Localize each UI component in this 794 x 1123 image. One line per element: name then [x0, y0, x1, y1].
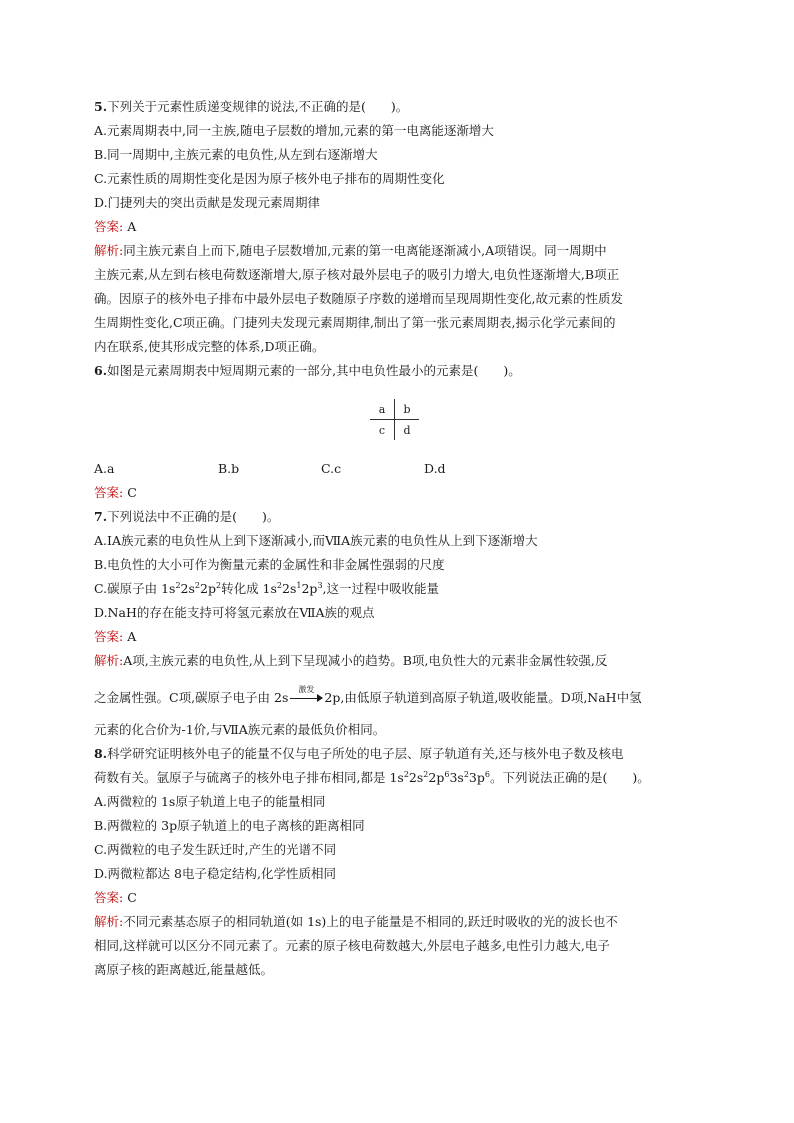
q6-option-a: A.a — [94, 461, 115, 476]
q7-option-a: A.ⅠA族元素的电负性从上到下逐渐减小,而ⅦA族元素的电负性从上到下逐渐增大 — [94, 533, 538, 548]
q7-option-d: D.NaH的存在能支持可将氢元素放在ⅦA族的观点 — [94, 605, 375, 620]
q7-stem — [94, 507, 279, 527]
q8-option-d: D.两微粒都达 8电子稳定结构,化学性质相同 — [94, 866, 336, 881]
q7-answer-label: 答案: — [94, 629, 124, 644]
q7-explanation-label: 解析: — [94, 653, 124, 668]
q5-answer-value: A — [127, 219, 137, 234]
q7-option-c-pre: C.碳原子由 1s — [94, 581, 176, 596]
q6-option-c: C.c — [321, 461, 342, 476]
q5-option-b: B.同一周期中,主族元素的电负性,从左到右逐渐增大 — [94, 147, 378, 162]
q8-answer-label: 答案: — [94, 890, 124, 905]
q8-option-a: A.两微粒的 1s原子轨道上电子的能量相同 — [94, 794, 326, 809]
q8-answer — [94, 888, 137, 908]
q7-answer-value: A — [127, 629, 137, 644]
q6-number: 6. — [94, 363, 108, 378]
excitation-arrow-icon — [288, 685, 324, 704]
q8-explanation-text: 不同元素基态原子的相同轨道(如 1s)上的电子能量是不相同的,跃迁时吸收的光的波长也不 — [123, 914, 618, 929]
q7-explanation-text: A项,主族元素的电负性,从上到下呈现减小的趋势。B项,电负性大的元素非金属性较强,反 — [123, 653, 608, 668]
q8-option-c: C.两微粒的电子发生跃迁时,产生的光谱不同 — [94, 842, 337, 857]
q5-explanation-line-2: 主族元素,从左到右核电荷数逐渐增大,原子核对最外层电子的吸引力增大,电负性逐渐增大,B项正 — [94, 267, 620, 282]
q8-stem-line-1 — [94, 744, 624, 764]
q7-explanation-line-2-pre: 之金属性强。C项,碳原子电子由 2s — [94, 690, 289, 705]
cell-b: b — [395, 399, 420, 420]
q6-answer-label: 答案: — [94, 485, 124, 500]
q5-explanation-line-1 — [94, 241, 607, 261]
q5-explanation-line-5: 内在联系,使其形成完整的体系,D项正确。 — [94, 339, 325, 354]
q8-stem-line-2-pre: 荷数有关。氩原子与硫离子的核外电子排布相同,都是 1s — [94, 770, 404, 785]
q8-answer-value: C — [127, 890, 137, 905]
q7-explanation-line-1 — [94, 651, 607, 671]
q5-option-a: A.元素周期表中,同一主族,随电子层数的增加,元素的第一电离能逐渐增大 — [94, 123, 494, 138]
q5-explanation-line-3: 确。因原子的核外电子排布中最外层电子数随原子序数的递增而呈现周期性变化,故元素的性质发 — [94, 291, 623, 306]
q8-number: 8. — [94, 746, 108, 761]
q7-explanation-line-2-post: 2p,由低原子轨道到高原子轨道,吸收能量。D项,NaH中氢 — [324, 690, 642, 705]
q8-explanation-line-1 — [94, 912, 618, 932]
q7-stem-text: 下列说法中不正确的是( )。 — [107, 509, 280, 524]
q5-answer — [94, 217, 136, 237]
q7-option-c: C.碳原子由 $1s^22s^22p^2$转化成 $1s^22s^12p^3$,这一过程中吸收能量 — [94, 581, 440, 596]
q7-explanation-line-2 — [94, 685, 642, 708]
q8-explanation-line-3: 离原子核的距离越近,能量越低。 — [94, 962, 273, 977]
q7-option-c-post: ,这一过程中吸收能量 — [322, 581, 440, 596]
q6-answer — [94, 483, 137, 503]
q6-stem-text: 如图是元素周期表中短周期元素的一部分,其中电负性最小的元素是( )。 — [107, 363, 521, 378]
q5-explanation-label: 解析: — [94, 243, 124, 258]
q8-stem-line-2: 荷数有关。氩原子与硫离子的核外电子排布相同,都是 $1s^22s^22p^63s^23p^6$。下列说法正确的是( )。 — [94, 770, 650, 785]
q7-option-b: B.电负性的大小可作为衡量元素的金属性和非金属性强弱的尺度 — [94, 557, 445, 572]
q5-explanation-line-4: 生周期性变化,C项正确。门捷列夫发现元素周期律,制出了第一张元素周期表,揭示化学元素间的 — [94, 315, 616, 330]
q8-explanation-label: 解析: — [94, 914, 124, 929]
q8-stem-line-2-post: 。下列说法正确的是( )。 — [489, 770, 650, 785]
cell-c: c — [370, 420, 395, 441]
q6-option-d: D.d — [424, 461, 446, 476]
q5-option-c: C.元素性质的周期性变化是因为原子核外电子排布的周期性变化 — [94, 171, 445, 186]
q5-stem-text: 下列关于元素性质递变规律的说法,不正确的是( )。 — [107, 99, 409, 114]
periodic-table-fragment — [370, 399, 419, 440]
cell-a: a — [370, 399, 395, 420]
q7-number: 7. — [94, 509, 108, 524]
q6-options — [94, 459, 446, 479]
q7-answer — [94, 627, 136, 647]
q8-explanation-line-2: 相同,这样就可以区分不同元素了。元素的原子核电荷数越大,外层电子越多,电性引力越大,电子 — [94, 938, 610, 953]
q6-stem — [94, 361, 521, 381]
q5-answer-label: 答案: — [94, 219, 124, 234]
excitation-arrow-label: 激发 — [298, 685, 315, 694]
q5-number: 5. — [94, 99, 108, 114]
q5-option-d: D.门捷列夫的突出贡献是发现元素周期律 — [94, 195, 321, 210]
q7-explanation-line-3: 元素的化合价为-1价,与ⅦA族元素的最低负价相同。 — [94, 722, 386, 737]
q8-option-b: B.两微粒的 3p原子轨道上的电子离核的距离相同 — [94, 818, 365, 833]
cell-d: d — [403, 423, 411, 437]
q6-answer-value: C — [127, 485, 137, 500]
q6-option-b: B.b — [218, 461, 240, 476]
q7-option-c-mid: 转化成 1s — [221, 581, 277, 596]
q5-explanation-text: 同主族元素自上而下,随电子层数增加,元素的第一电离能逐渐减小,A项错误。同一周期中 — [123, 243, 607, 258]
q8-stem-text: 科学研究证明核外电子的能量不仅与电子所处的电子层、原子轨道有关,还与核外电子数及核电 — [107, 746, 624, 761]
q5-stem — [94, 97, 408, 117]
